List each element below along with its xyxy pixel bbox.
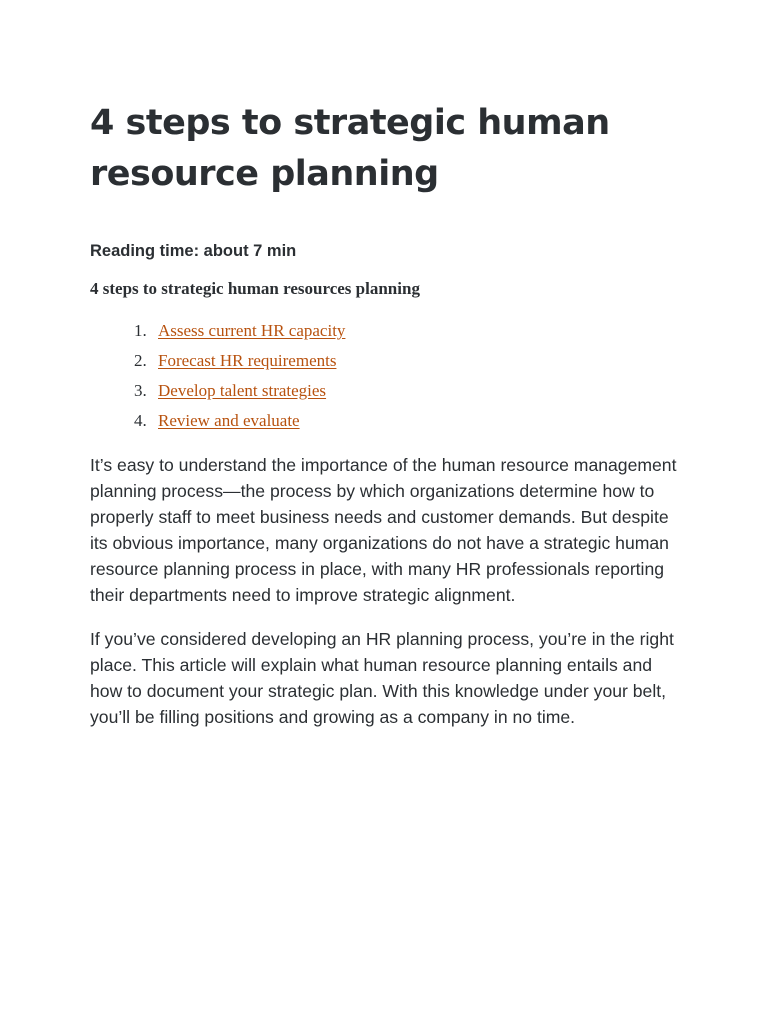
article xyxy=(90,98,680,730)
page-title: 4 steps to strategic human resource planning xyxy=(90,103,610,194)
toc-number: 3. xyxy=(134,381,147,400)
toc-heading: 4 steps to strategic human resources planning xyxy=(90,279,420,298)
table-of-contents xyxy=(90,316,680,436)
toc-link-talent-strategies[interactable]: Develop talent strategies xyxy=(158,381,327,400)
toc-link-review-evaluate[interactable]: Review and evaluate xyxy=(158,411,300,430)
toc-number: 2. xyxy=(134,351,147,370)
toc-item-1 xyxy=(134,316,680,346)
reading-time: Reading time: about 7 min xyxy=(90,242,297,260)
toc-number: 1. xyxy=(134,321,147,340)
toc-item-4 xyxy=(134,406,680,436)
toc-link-forecast-requirements[interactable]: Forecast HR requirements xyxy=(158,351,337,370)
intro-paragraph: It’s easy to understand the importance of the human resource management planning process—the process by which organizations determine how to properly staff to meet business needs and customer demands. But despite its obvious importance, many organizations do not have a strategic human resource planning process in place, with many HR professionals reporting their departments need to improve strategic alignment. xyxy=(90,455,677,605)
toc-item-2 xyxy=(134,346,680,376)
toc-link-assess-capacity[interactable]: Assess current HR capacity xyxy=(158,321,346,340)
toc-number: 4. xyxy=(134,411,147,430)
body-paragraph: If you’ve considered developing an HR planning process, you’re in the right place. This article will explain what human resource planning entails and how to document your strategic plan. With this knowledge under your belt, you’ll be filling positions and growing as a company in no time. xyxy=(90,629,674,727)
toc-item-3 xyxy=(134,376,680,406)
